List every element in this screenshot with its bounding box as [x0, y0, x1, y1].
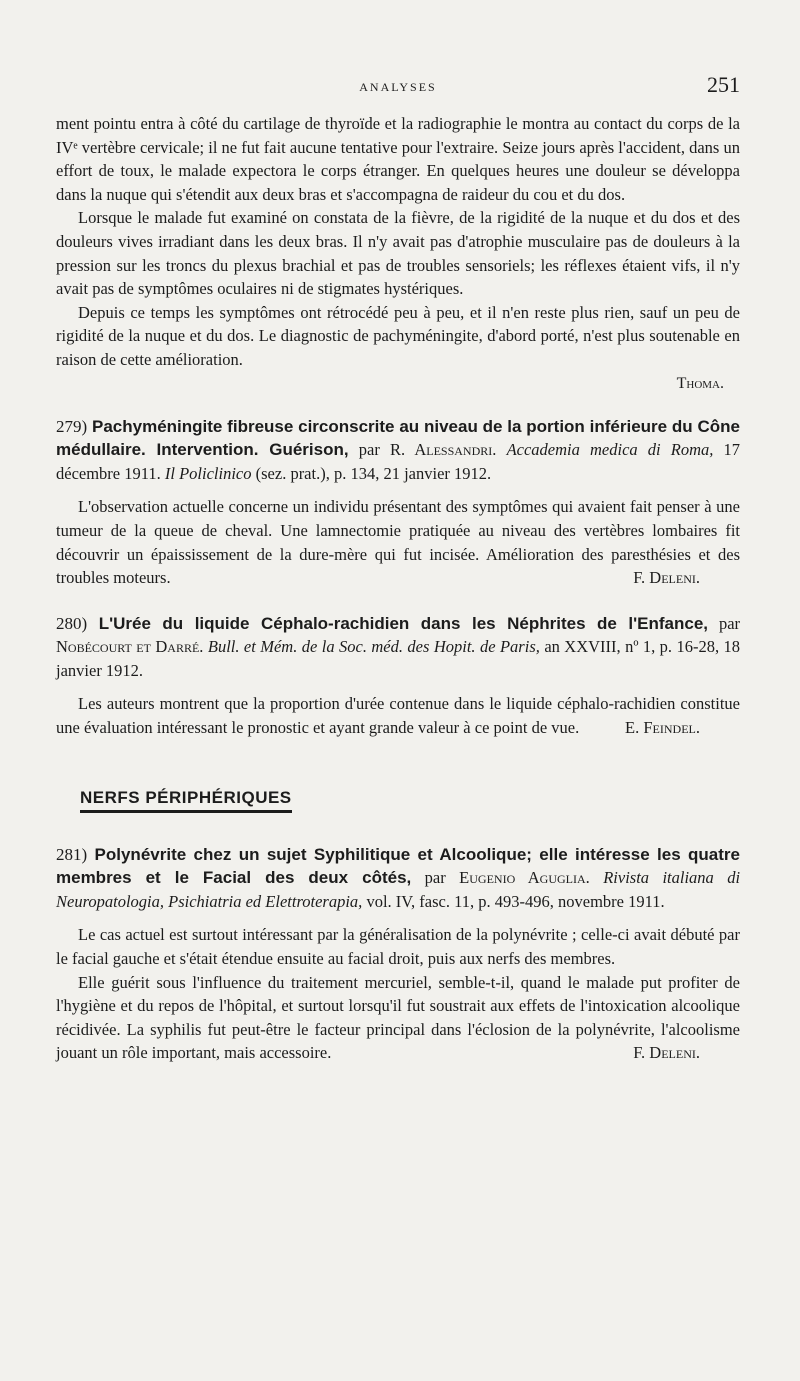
entry-280-heading: [56, 612, 740, 683]
entry-279-number: 279): [56, 416, 88, 436]
entry-279-author: R. Alessandri.: [389, 440, 497, 460]
entry-279-heading: [56, 415, 740, 486]
entry-279-citation-journal-2: Il Policlinico: [164, 463, 252, 483]
entry-279-title: Pachyméningite fibreuse circonscrite au niveau de la portion inférieure du Cône médullaire. Intervention. Guérison,: [56, 416, 740, 460]
entry-280-number: 280): [56, 613, 88, 633]
entry-280-by: par: [718, 613, 741, 633]
entry-281-citation-rest: vol. IV, fasc. 11, p. 493-496, novembre 1911.: [366, 891, 665, 911]
entry-279-citation-rest: (sez. prat.), p. 134, 21 janvier 1912.: [255, 463, 492, 483]
entry-281-signature: F. Deleni.: [633, 1043, 700, 1063]
running-head: [56, 72, 740, 98]
entry-280-body: Les auteurs montrent que la proportion d'urée contenue dans le liquide céphalo-rachidien constitue une évaluation intéressant le pronostic et ayant grande valeur à ce point de vue. E. Feindel.: [56, 692, 740, 739]
entry-280-citation-journal: Bull. et Mém. de la Soc. méd. des Hopit. de Paris,: [207, 637, 540, 657]
entry-281-title: Polynévrite chez un sujet Syphilitique et Alcoolique; elle intéresse les quatre membres et le Facial des deux côtés,: [56, 844, 740, 888]
entry-281-author: Eugenio Aguglia.: [459, 868, 590, 888]
entry-279-body: L'observation actuelle concerne un individu présentant des symptômes qui avaient fait penser à une tumeur de la queue de cheval. Une lamnectomie pratiquée au niveau des vertèbres lombaires fit découvrir un épaississement de la dure-mère qui fut incisée. Amélioration des paresthésies et des troubles moteurs. F. Deleni.: [56, 495, 740, 589]
entry-281-number: 281): [56, 844, 88, 864]
entry-281-by: par: [424, 868, 446, 888]
entry-281-paragraph-1: Le cas actuel est surtout intéressant par la généralisation de la polynévrite ; celle-ci avait débuté par le facial gauche et s'était étendue ensuite au facial droit, puis aux nerfs des membres.: [56, 925, 740, 969]
intro-paragraph-2: Lorsque le malade fut examiné on constata de la fièvre, de la rigidité de la nuque et du dos et des douleurs vives irradiant dans les deux bras. Il n'y avait pas d'atrophie musculaire pas de douleurs à la pression sur les troncs du plexus brachial et pas de troubles sensoriels; les réflexes étaient vifs, il n'y avait pas de symptômes oculaires ni de stigmates hystériques.: [56, 208, 740, 299]
entry-280-author: Nobécourt et Darré.: [56, 637, 204, 657]
section-heading-wrap: [56, 788, 740, 813]
entry-280-signature: E. Feindel.: [625, 718, 700, 738]
intro-signature: Thoma.: [676, 374, 724, 392]
section-title: NERFS PÉRIPHÉRIQUES: [80, 788, 292, 813]
entry-280-title: L'Urée du liquide Céphalo-rachidien dans les Néphrites de l'Enfance,: [98, 613, 709, 633]
entry-281-citation-journal: Rivista italiana di Neuropatologia, Psichiatria ed Elettroterapia,: [56, 868, 741, 911]
intro-paragraph-3: Depuis ce temps les symptômes ont rétrocédé peu à peu, et il n'en reste plus rien, sauf un peu de rigidité de la nuque et du dos. Le diagnostic de pachyméningite, d'abord porté, n'est plus soutenable en raison de cette amélioration.: [56, 302, 740, 369]
running-title: ANALYSES: [359, 80, 437, 94]
page: [56, 72, 740, 1065]
entry-279-citation-date: 17 décembre 1911.: [56, 440, 741, 483]
page-number: 251: [707, 72, 740, 97]
entry-279-signature: F. Deleni.: [633, 568, 700, 588]
entry-280-citation-rest: an XXVIII, nº 1, p. 16-28, 18 janvier 1912.: [56, 637, 741, 680]
intro-paragraph-1: ment pointu entra à côté du cartilage de thyroïde et la radiographie le montra au contact du corps de la IVᵉ vertèbre cervicale; il ne fut fait aucune tentative pour l'extraire. Seize jours après l'accident, dans un effort de toux, le malade expectora le corps étranger. En quelques heures une douleur se développa dans la nuque qui s'étendit aux deux bras et s'accompagna de raideur du cou et du dos.: [56, 114, 740, 204]
entry-279-by: par: [358, 440, 380, 460]
entry-279-citation-journal: Accademia medica di Roma,: [506, 440, 714, 460]
entry-281-paragraph-2: Elle guérit sous l'influence du traitement mercuriel, semble-t-il, quand le malade put profiter de l'hygiène et du repos de l'hôpital, et surtout lorsqu'il fut soustrait aux effets de l'intoxication alcoolique récidivée. La syphilis fut peut-être le facteur principal dans l'éclosion de la polynévrite, l'alcoolisme jouant un rôle important, mais accessoire. F. Deleni.: [56, 971, 740, 1065]
entry-281-heading: [56, 843, 740, 914]
